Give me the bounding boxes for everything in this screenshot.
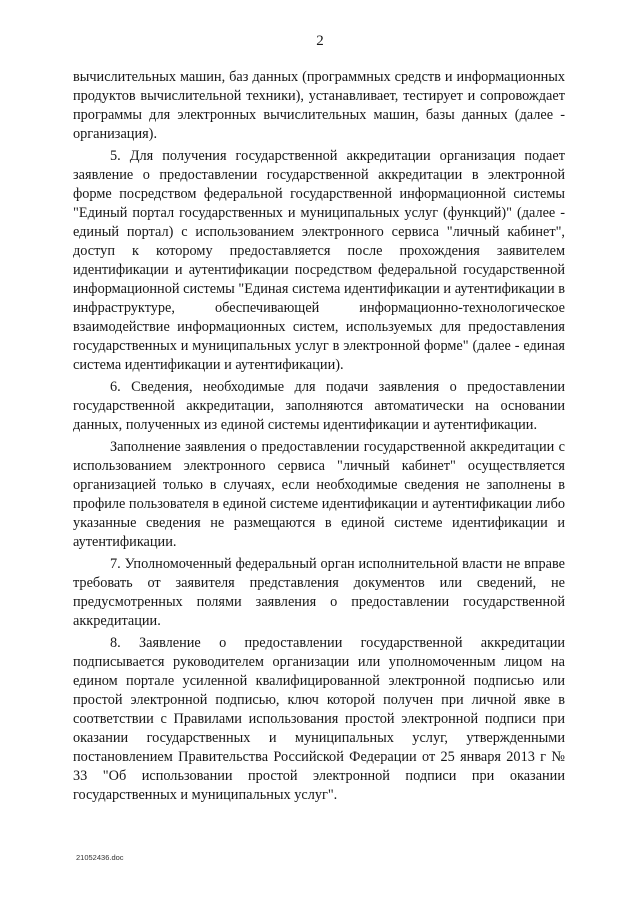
document-body	[73, 68, 565, 808]
document-file-name: 21052436.doc	[76, 853, 124, 862]
paragraph-item-5: 5. Для получения государственной аккредитации организация подает заявление о предоставлении государственной аккредитации в электронной форме посредством федеральной государственной информационной системы "Единый портал государственных и муниципальных услуг (функций)" (далее - единый портал) с использованием электронного сервиса "личный кабинет", доступ к которому предоставляется после прохождения заявителем идентификации и аутентификации посредством федеральной государственной информационной системы "Единая система идентификации и аутентификации в инфраструктуре, обеспечивающей информационно-технологическое взаимодействие информационных систем, используемых для предоставления государственных и муниципальных услуг в электронной форме" (далее - единая система идентификации и аутентификации).	[73, 148, 565, 373]
paragraph-item-8: 8. Заявление о предоставлении государственной аккредитации подписывается руководителем организации или уполномоченным лицом на едином портале усиленной квалифицированной электронной подписью или простой электронной подписью, ключ которой получен при личной явке в соответствии с Правилами использования простой электронной подписи при оказании государственных и муниципальных услуг, утвержденными постановлением Правительства Российской Федерации от 25 января 2013 г № 33 "Об использовании простой электронной подписи при оказании государственных и муниципальных услуг".	[73, 635, 565, 803]
paragraph-continuation: вычислительных машин, баз данных (программных средств и информационных продуктов вычислительной техники), устанавливает, тестирует и сопровождает программы для электронных вычислительных машин, базы данных (далее - организация).	[73, 69, 565, 142]
paragraph-item-6-continued: Заполнение заявления о предоставлении государственной аккредитации с использованием электронного сервиса "личный кабинет" осуществляется организацией только в случаях, если необходимые сведения не заполнены в профиле пользователя в единой системе идентификации и аутентификации либо указанные сведения не размещаются в единой системе идентификации и аутентификации.	[73, 439, 565, 550]
page-number: 2	[316, 33, 324, 49]
paragraph-item-7: 7. Уполномоченный федеральный орган исполнительной власти не вправе требовать от заявителя представления документов или сведений, не предусмотренных полями заявления о предоставлении государственной аккредитации.	[73, 556, 565, 629]
paragraph-item-6: 6. Сведения, необходимые для подачи заявления о предоставлении государственной аккредитации, заполняются автоматически на основании данных, полученных из единой системы идентификации и аутентификации.	[73, 379, 565, 433]
